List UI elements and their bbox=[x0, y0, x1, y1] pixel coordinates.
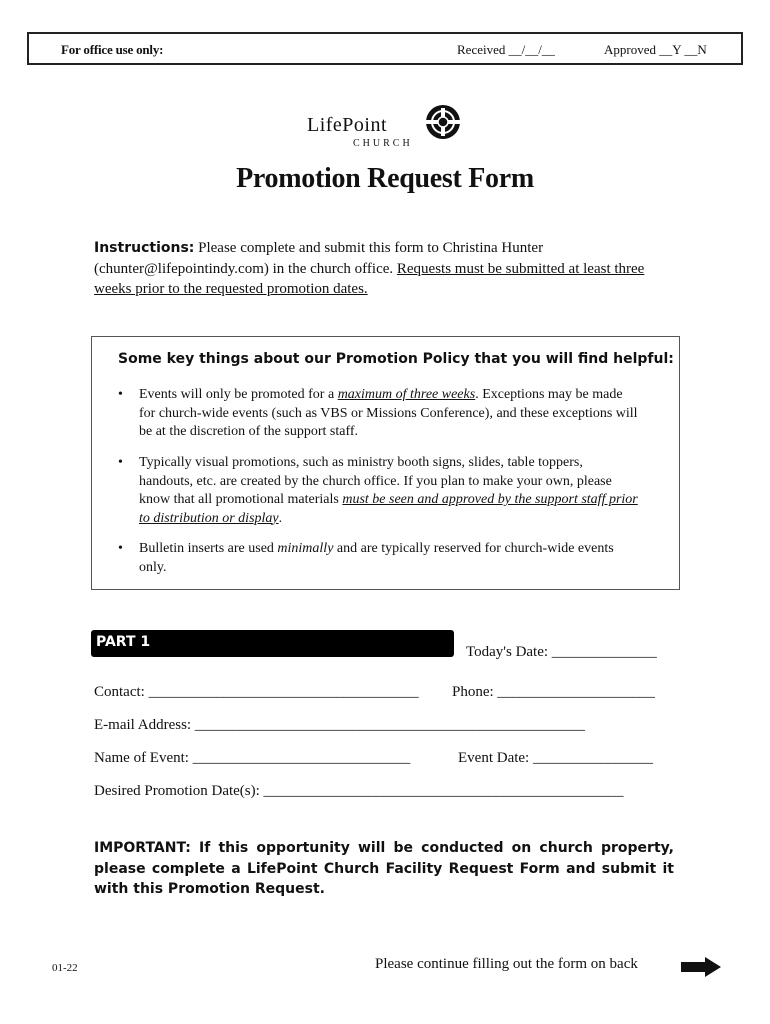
important-notice: IMPORTANT: If this opportunity will be conducted on church property, please complete a LifePoint Church Facility Request Form and submit it with this Promotion Request. bbox=[94, 840, 674, 897]
logo-subtitle: CHURCH bbox=[353, 138, 413, 149]
contact-field[interactable]: Contact: ____________________________________ bbox=[94, 684, 419, 700]
bullet-emphasis: must be seen and approved by the support staff prior to distribution or display bbox=[139, 492, 638, 526]
approved-field[interactable]: Approved __Y __N bbox=[604, 42, 707, 57]
cross-circle-icon bbox=[423, 102, 463, 142]
todays-date-field[interactable]: Today's Date: ______________ bbox=[466, 644, 657, 660]
policy-box bbox=[91, 336, 680, 590]
bullet-icon: • bbox=[118, 455, 123, 470]
bullet-text: . Exceptions may be made for church-wide events (such as VBS or Missions Conference), and these exceptions will be at the discretion of the support staff. bbox=[139, 387, 638, 439]
phone-field[interactable]: Phone: _____________________ bbox=[452, 684, 655, 700]
email-field[interactable]: E-mail Address: ____________________________________________________ bbox=[94, 717, 585, 733]
part1-label: PART 1 bbox=[96, 634, 151, 650]
bullet-text: . bbox=[278, 510, 283, 526]
instructions-deadline: Requests must be submitted at least three weeks prior to the requested promotion dates. bbox=[94, 260, 645, 297]
form-code: 01-22 bbox=[52, 962, 78, 974]
arrow-right-icon bbox=[681, 957, 721, 977]
part1-header bbox=[91, 630, 454, 657]
received-field[interactable]: Received __/__/__ bbox=[457, 42, 555, 57]
logo-name: LifePoint bbox=[307, 114, 388, 136]
promotion-dates-field[interactable]: Desired Promotion Date(s): ________________________________________________ bbox=[94, 783, 624, 799]
office-use-label: For office use only: bbox=[61, 42, 164, 57]
continue-note: Please continue filling out the form on back bbox=[375, 956, 638, 972]
instructions-lead: Instructions: bbox=[94, 240, 195, 256]
bullet-emphasis: maximum of three weeks bbox=[337, 387, 476, 402]
event-date-field[interactable]: Event Date: ________________ bbox=[458, 750, 653, 766]
instructions-text: Please complete and submit this form to Christina Hunter (chunter@lifepointindy.com) in the church office. bbox=[94, 240, 544, 277]
bullet-text: Typically visual promotions, such as ministry booth signs, slides, table toppers, handouts, etc. are created by the church office. If you plan to make your own, please know that all promotional materials bbox=[139, 455, 612, 507]
instructions bbox=[94, 238, 684, 300]
policy-heading: Some key things about our Promotion Policy that you will find helpful: bbox=[118, 351, 674, 367]
event-name-field[interactable]: Name of Event: _____________________________ bbox=[94, 750, 411, 766]
bullet-text: Bulletin inserts are used bbox=[139, 541, 278, 556]
bullet-icon: • bbox=[118, 541, 123, 556]
form-title: Promotion Request Form bbox=[236, 163, 534, 194]
bullet-text: Events will only be promoted for a bbox=[139, 387, 338, 402]
bullet-icon: • bbox=[118, 387, 123, 402]
church-logo bbox=[307, 102, 467, 152]
bullet-text: and are typically reserved for church-wide events only. bbox=[139, 541, 614, 575]
office-use-box bbox=[27, 32, 743, 65]
bullet-emphasis: minimally bbox=[277, 541, 334, 556]
